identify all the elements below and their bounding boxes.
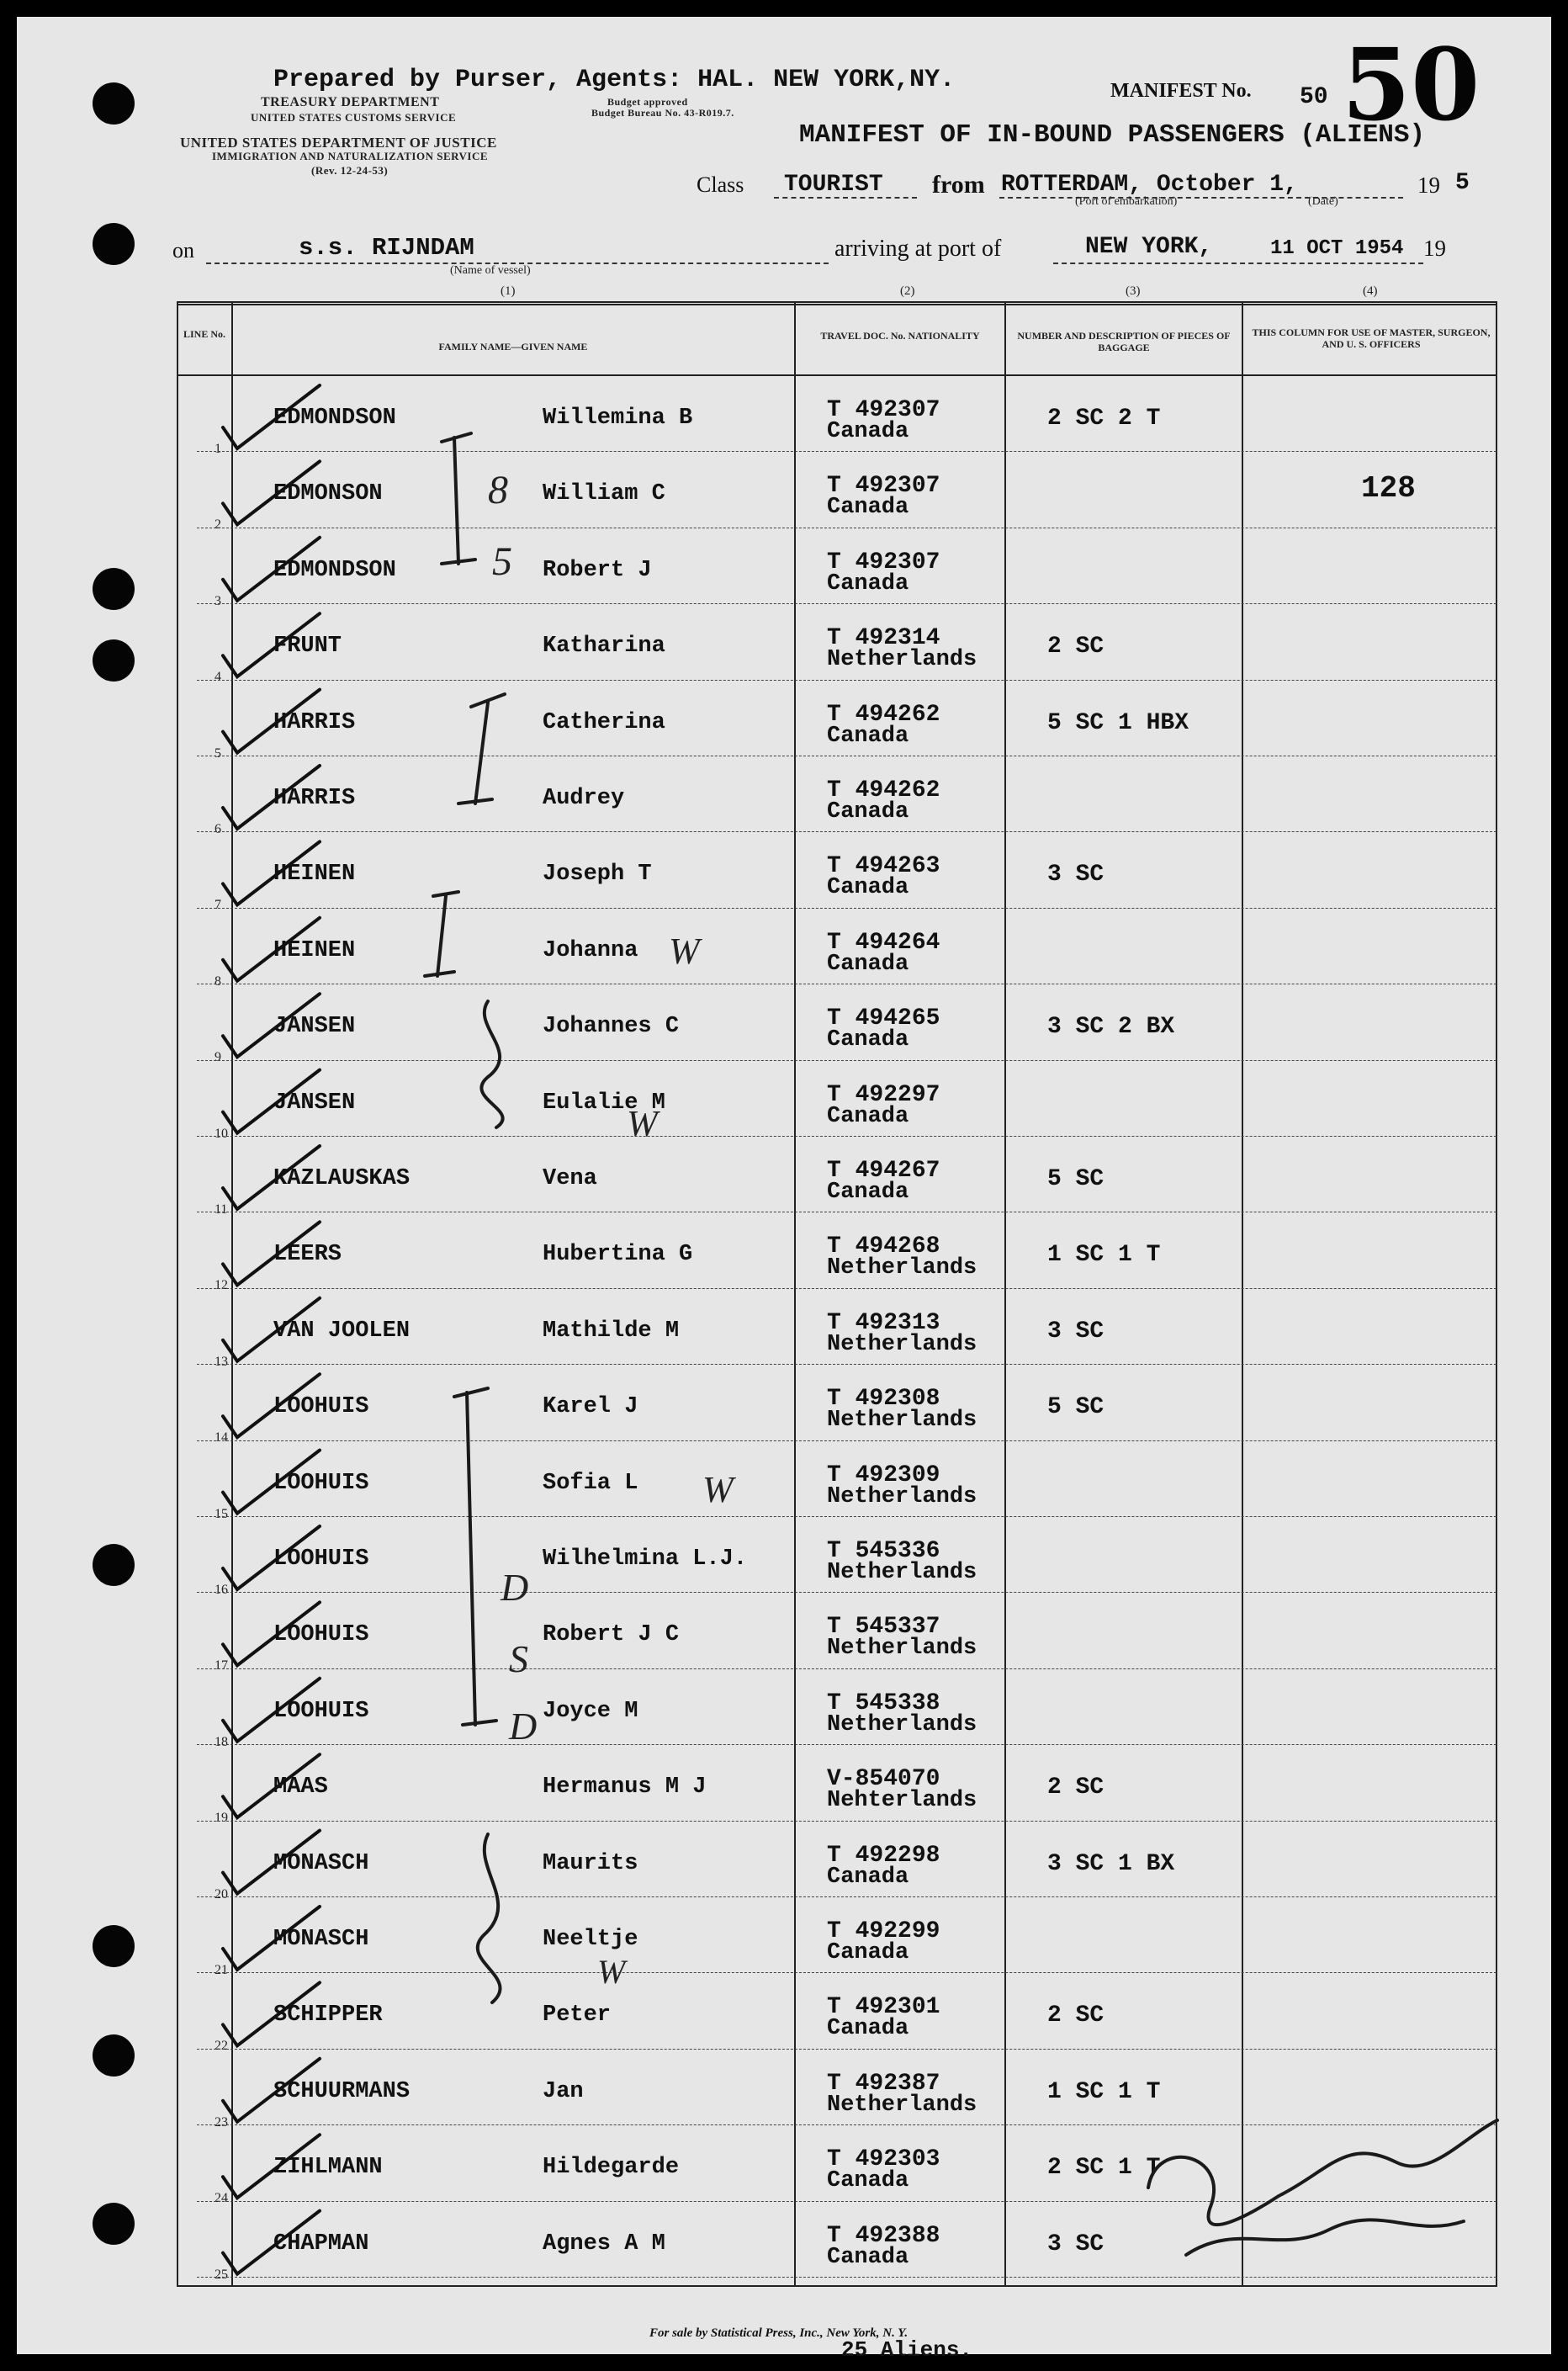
header-line-no: LINE No. <box>183 328 225 340</box>
baggage: 2 SC <box>1047 1774 1104 1801</box>
travel-doc-number: T 492301 <box>827 1994 940 2021</box>
travel-doc-number: T 492388 <box>827 2222 940 2249</box>
given-name: Karel J <box>543 1394 638 1420</box>
family-name: LOOHUIS <box>273 1546 369 1572</box>
on-label: on <box>172 238 194 263</box>
family-name: JANSEN <box>273 1014 356 1040</box>
travel-doc-number: T 492298 <box>827 1842 940 1869</box>
hand-annotation: 8 <box>488 468 508 512</box>
given-name: Hildegarde <box>543 2155 680 2181</box>
handwritten-marks <box>17 17 1551 2354</box>
given-name: Hubertina G <box>543 1242 693 1268</box>
line-number: 4 <box>215 670 221 685</box>
manifest-title: MANIFEST OF IN-BOUND PASSENGERS (ALIENS) <box>799 120 1426 150</box>
signature-mark <box>1148 2120 1497 2225</box>
nationality: Canada <box>827 570 909 597</box>
manifest-number-stamp: 50 <box>1342 26 1481 143</box>
travel-doc-number: T 492314 <box>827 625 940 652</box>
prepared-by-line: Prepared by Purser, Agents: HAL. NEW YORK,NY. <box>273 66 956 94</box>
officers-note: 128 <box>1361 471 1416 506</box>
given-name: Joyce M <box>543 1698 638 1724</box>
given-name: Robert J C <box>543 1622 680 1648</box>
header-baggage: NUMBER AND DESCRIPTION OF PIECES OF BAGGAGE <box>1017 330 1231 353</box>
given-name: Neeltje <box>543 1927 638 1952</box>
baggage: 1 SC 1 T <box>1047 1242 1161 1269</box>
given-name: Joseph T <box>543 862 652 888</box>
travel-doc-number: T 492307 <box>827 397 940 423</box>
baggage: 5 SC 1 HBX <box>1047 709 1189 736</box>
family-name: LOOHUIS <box>273 1698 369 1724</box>
travel-doc-number: T 492309 <box>827 1461 940 1488</box>
header-travel-doc: TRAVEL DOC. No. NATIONALITY <box>820 330 980 342</box>
nationality: Canada <box>827 1027 909 1053</box>
justice-dept: UNITED STATES DEPARTMENT OF JUSTICE <box>180 135 497 151</box>
travel-doc-number: T 545338 <box>827 1689 940 1716</box>
family-name: ZIHLMANN <box>273 2155 383 2181</box>
family-name: LOOHUIS <box>273 1470 369 1496</box>
nationality: Netherlands <box>827 1331 977 1357</box>
nationality: Canada <box>827 723 909 749</box>
given-name: Agnes A M <box>543 2230 665 2257</box>
family-name: EDMONSON <box>273 481 383 507</box>
line-number: 17 <box>215 1658 228 1673</box>
vessel-name: s.s. RIJNDAM <box>299 234 474 262</box>
family-name: LEERS <box>273 1242 342 1268</box>
given-name: William C <box>543 481 665 507</box>
line-number: 7 <box>215 898 221 913</box>
nationality: Netherlands <box>827 647 977 673</box>
header-officers: THIS COLUMN FOR USE OF MASTER, SURGEON, AND U. S. OFFICERS <box>1252 326 1491 350</box>
hand-annotation: D <box>509 1705 538 1748</box>
rev-date: (Rev. 12-24-53) <box>311 164 389 177</box>
nationality: Canada <box>827 1940 909 1965</box>
year-suffix: 5 <box>1455 170 1470 196</box>
arrival-date: 11 OCT 1954 <box>1270 237 1404 260</box>
line-number: 10 <box>215 1126 228 1141</box>
family-name: KAZLAUSKAS <box>273 1166 411 1191</box>
from-label: from <box>932 171 985 199</box>
given-name: Sofia L <box>543 1470 638 1496</box>
vessel-caption: (Name of vessel) <box>450 264 531 277</box>
family-name: HARRIS <box>273 786 356 811</box>
line-number: 20 <box>215 1886 228 1902</box>
baggage: 5 SC <box>1047 1166 1104 1192</box>
immigration-service: IMMIGRATION AND NATURALIZATION SERVICE <box>212 150 489 162</box>
budget-bureau: Budget Bureau No. 43-R019.7. <box>591 107 734 119</box>
manifest-number-typed: 50 <box>1300 84 1328 110</box>
hand-annotation: S <box>509 1637 528 1680</box>
col-marker-3: (3) <box>1126 284 1141 298</box>
line-number: 5 <box>215 745 221 761</box>
travel-doc-number: T 492303 <box>827 2146 940 2173</box>
line-number: 1 <box>215 442 221 456</box>
line-number: 23 <box>215 2114 228 2130</box>
brace-mark <box>478 1834 501 2002</box>
header-name: FAMILY NAME—GIVEN NAME <box>438 341 588 353</box>
baggage: 2 SC <box>1047 2002 1104 2029</box>
travel-doc-number: T 494263 <box>827 853 940 880</box>
given-name: Maurits <box>543 1850 638 1876</box>
nationality: Canada <box>827 875 909 901</box>
given-name: Peter <box>543 2002 612 2029</box>
given-name: Audrey <box>543 786 625 811</box>
nationality: Canada <box>827 2244 909 2270</box>
line-number: 9 <box>215 1050 221 1065</box>
family-name: SCHIPPER <box>273 2002 383 2029</box>
given-name: Hermanus M J <box>543 1774 707 1801</box>
travel-doc-number: T 494264 <box>827 929 940 956</box>
class-value: TOURIST <box>784 172 883 198</box>
class-label: Class <box>697 172 744 197</box>
given-name: Robert J <box>543 557 652 583</box>
line-number: 3 <box>215 593 221 608</box>
travel-doc-number: T 494262 <box>827 777 940 804</box>
nationality: Canada <box>827 951 909 977</box>
bracket-mark <box>425 892 458 976</box>
line-number: 8 <box>215 973 221 989</box>
travel-doc-number: T 494262 <box>827 701 940 728</box>
baggage: 2 SC 1 T <box>1047 2155 1161 2182</box>
given-name: Catherina <box>543 709 665 735</box>
travel-doc-number: T 494268 <box>827 1233 940 1260</box>
nationality: Netherlands <box>827 1711 977 1737</box>
given-name: Willemina B <box>543 406 693 431</box>
nationality: Canada <box>827 1180 909 1205</box>
nationality: Canada <box>827 419 909 444</box>
given-name: Katharina <box>543 634 665 660</box>
family-name: HEINEN <box>273 862 356 888</box>
baggage: 5 SC <box>1047 1394 1104 1421</box>
bracket-mark <box>458 694 505 804</box>
travel-doc-number: T 492307 <box>827 473 940 500</box>
line-number: 16 <box>215 1583 228 1597</box>
printer-note: For sale by Statistical Press, Inc., New York, N. Y. <box>649 2326 908 2340</box>
line-number: 13 <box>215 1354 228 1369</box>
baggage: 3 SC 1 BX <box>1047 1850 1175 1877</box>
line-number: 14 <box>215 1430 228 1445</box>
nationality: Netherlands <box>827 1636 977 1662</box>
travel-doc-number: T 492313 <box>827 1309 940 1336</box>
col-marker-2: (2) <box>900 284 915 298</box>
baggage: 3 SC <box>1047 2230 1104 2257</box>
nationality: Netherlands <box>827 1255 977 1281</box>
travel-doc-number: T 492299 <box>827 1918 940 1944</box>
family-name: SCHUURMANS <box>273 2078 411 2104</box>
hand-annotation: W <box>702 1469 734 1510</box>
travel-doc-number: T 545336 <box>827 1538 940 1564</box>
nationality: Canada <box>827 2168 909 2194</box>
line-number: 22 <box>215 2039 228 2054</box>
hand-annotation: W <box>597 1953 626 1991</box>
given-name: Johannes C <box>543 1014 680 1040</box>
given-name: Eulalie M <box>543 1090 665 1116</box>
family-name: LOOHUIS <box>273 1622 369 1648</box>
family-name: MONASCH <box>273 1850 369 1876</box>
travel-doc-number: T 492297 <box>827 1081 940 1108</box>
nationality: Canada <box>827 2016 909 2042</box>
travel-doc-number: T 492307 <box>827 549 940 576</box>
travel-doc-number: T 492308 <box>827 1386 940 1413</box>
hand-annotation: D <box>501 1566 529 1609</box>
nationality: Canada <box>827 799 909 825</box>
given-name: Vena <box>543 1166 597 1191</box>
baggage: 3 SC <box>1047 1318 1104 1345</box>
family-name: CHAPMAN <box>273 2230 369 2257</box>
family-name: HARRIS <box>273 709 356 735</box>
travel-doc-number: T 494267 <box>827 1158 940 1184</box>
line-number: 24 <box>215 2191 228 2206</box>
nationality: Canada <box>827 495 909 521</box>
family-name: FRUNT <box>273 634 342 660</box>
line-number: 19 <box>215 1811 228 1826</box>
baggage: 3 SC <box>1047 862 1104 888</box>
travel-doc-number: T 492387 <box>827 2070 940 2097</box>
line-number: 15 <box>215 1506 228 1521</box>
hand-annotation: 5 <box>492 539 512 584</box>
total-aliens: 25 Aliens. <box>841 2337 973 2363</box>
hand-annotation: W <box>627 1103 658 1144</box>
nationality: Netherlands <box>827 1560 977 1585</box>
treasury-dept: TREASURY DEPARTMENT <box>261 95 440 109</box>
nationality: Canada <box>827 1864 909 1890</box>
from-value: ROTTERDAM, October 1, <box>1001 172 1298 198</box>
family-name: VAN JOOLEN <box>273 1318 411 1344</box>
line-number: 12 <box>215 1278 228 1293</box>
hand-annotation: W <box>669 931 700 972</box>
family-name: EDMONDSON <box>273 557 396 583</box>
brace-mark <box>481 1001 502 1127</box>
line-number: 2 <box>215 517 221 533</box>
port-embark-caption: (Port of embarkation) <box>1075 195 1178 208</box>
nationality: Nehterlands <box>827 1788 977 1814</box>
line-number: 21 <box>215 1963 228 1977</box>
bracket-mark <box>442 433 475 564</box>
nationality: Netherlands <box>827 1483 977 1509</box>
travel-doc-number: T 545337 <box>827 1614 940 1641</box>
arriving-label: arriving at port of <box>834 236 1002 262</box>
signature-mark <box>1186 2220 1464 2255</box>
nationality: Netherlands <box>827 2092 977 2118</box>
family-name: HEINEN <box>273 937 356 963</box>
baggage: 2 SC <box>1047 634 1104 660</box>
line-number: 6 <box>215 822 221 836</box>
family-name: MAAS <box>273 1774 328 1801</box>
baggage: 2 SC 2 T <box>1047 406 1161 432</box>
line-number: 25 <box>215 2267 228 2282</box>
given-name: Johanna <box>543 937 638 963</box>
col-marker-1: (1) <box>501 284 516 298</box>
arrival-port: NEW YORK, <box>1085 234 1213 260</box>
arrival-year-prefix: 19 <box>1423 236 1446 261</box>
date-caption: (Date) <box>1308 195 1338 208</box>
travel-doc-number: V-854070 <box>827 1766 940 1793</box>
col-marker-4: (4) <box>1363 284 1378 298</box>
customs-service: UNITED STATES CUSTOMS SERVICE <box>251 111 457 124</box>
given-name: Mathilde M <box>543 1318 680 1344</box>
nationality: Netherlands <box>827 1408 977 1434</box>
given-name: Wilhelmina L.J. <box>543 1546 748 1572</box>
family-name: EDMONDSON <box>273 406 396 431</box>
given-name: Jan <box>543 2078 584 2104</box>
baggage: 3 SC 2 BX <box>1047 1014 1175 1041</box>
bracket-mark <box>454 1388 496 1725</box>
line-number: 11 <box>215 1202 228 1217</box>
year-prefix: 19 <box>1417 172 1440 198</box>
line-number: 18 <box>215 1734 228 1749</box>
manifest-page <box>17 17 1551 2363</box>
budget-approved: Budget approved <box>607 96 688 108</box>
baggage: 1 SC 1 T <box>1047 2078 1161 2105</box>
nationality: Canada <box>827 1103 909 1129</box>
family-name: LOOHUIS <box>273 1394 369 1420</box>
travel-doc-number: T 494265 <box>827 1005 940 1032</box>
family-name: MONASCH <box>273 1927 369 1952</box>
manifest-label: MANIFEST No. <box>1110 80 1252 102</box>
family-name: JANSEN <box>273 1090 356 1116</box>
